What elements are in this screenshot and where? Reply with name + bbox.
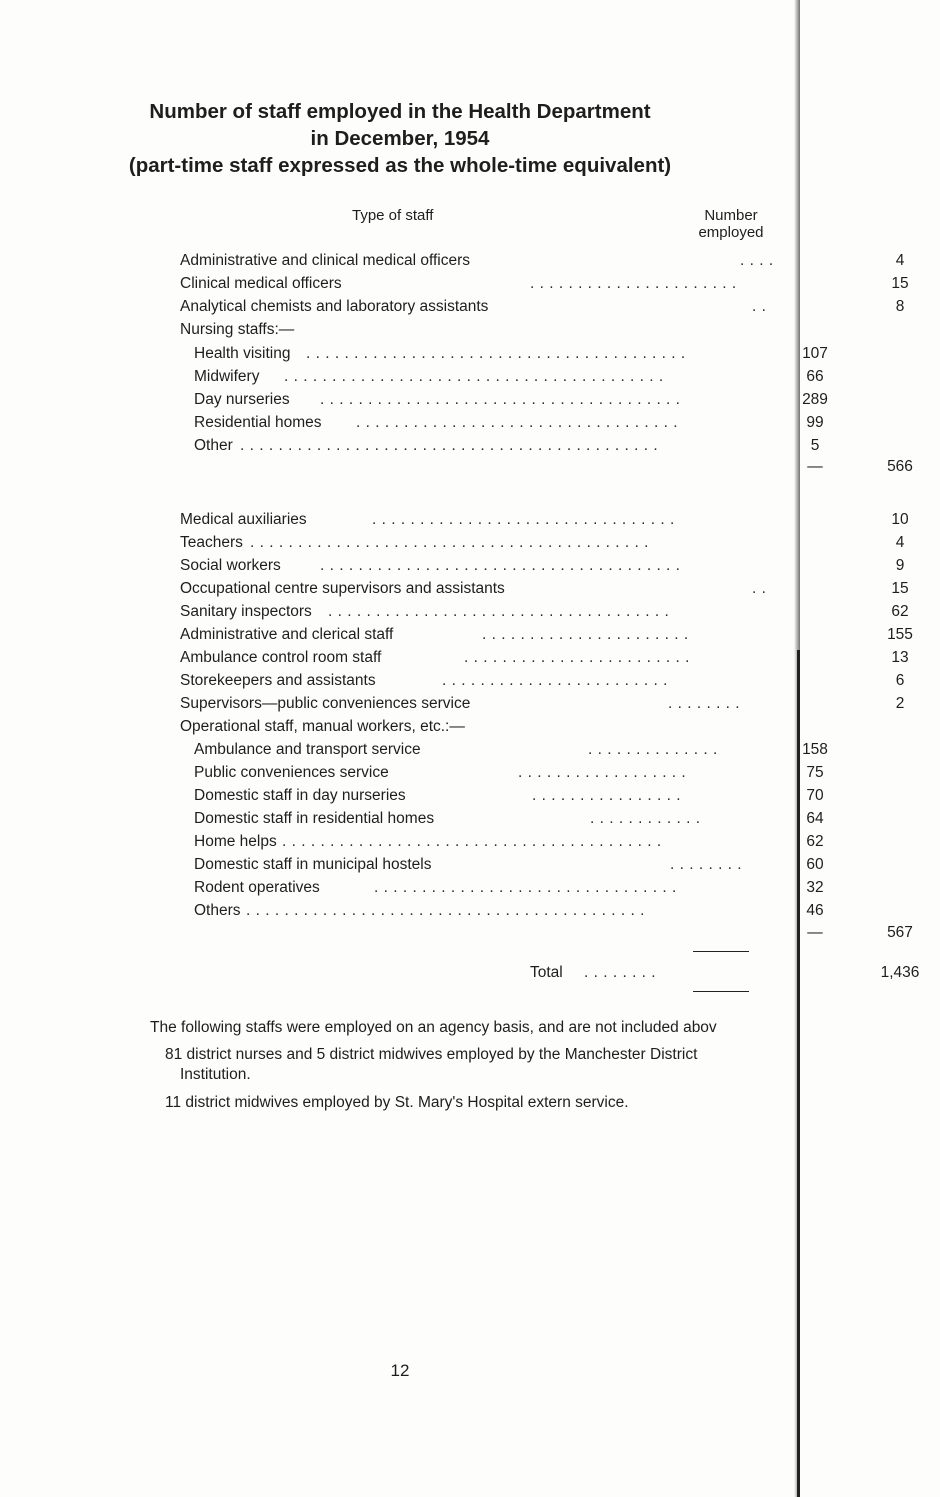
row-label: Rodent operatives — [194, 879, 320, 896]
title-line-2: in December, 1954 — [310, 127, 490, 150]
row-label: Residential homes — [194, 414, 322, 431]
row-total: 9 — [895, 557, 905, 574]
row-dash: — — [807, 458, 823, 475]
row-subtotal: 64 — [806, 810, 824, 827]
dot-leader: . . . . . . . . . . . . . . . . . . . . . . . . — [442, 672, 668, 689]
dot-leader: . . — [752, 580, 767, 597]
table-row — [180, 808, 824, 830]
row-label: Domestic staff in day nurseries — [194, 787, 406, 804]
table-row — [180, 555, 905, 577]
dot-leader: . . . . . . . . . . . . . . . . . . . . . . . . . . . . . . . . — [372, 511, 675, 528]
dot-leader: . . . . . . . . . . . . . . . . . . . . . . . . . . . . . . . . . . . . . . . . — [306, 345, 686, 362]
title-line-1: Number of staff employed in the Health Department — [149, 100, 651, 123]
table-row — [180, 578, 909, 600]
row-subtotal: 46 — [806, 902, 824, 919]
page-title — [0, 98, 800, 179]
dot-leader: . . . . . . . . . . . . . . . . . . . . . . . . . . . . . . . . . . . . . . — [320, 391, 681, 408]
dot-leader: . . . . . . . . . . . . . . . . . . . . . . . . . . . . . . . . . . . . . . . . — [282, 833, 662, 850]
row-total: 4 — [895, 534, 905, 551]
row-label: Analytical chemists and laboratory assistants — [180, 298, 489, 315]
table-row — [180, 831, 824, 853]
row-label: Ambulance and transport service — [194, 741, 421, 758]
row-subtotal: 70 — [806, 787, 824, 804]
row-total: 566 — [887, 458, 913, 475]
row-total: 13 — [891, 649, 909, 666]
row-label: Sanitary inspectors — [180, 603, 312, 620]
dot-leader: . . . . . . . . . . . . — [590, 810, 701, 827]
table-row — [180, 366, 824, 388]
dot-leader: . . . . . . . . . . . . . . . . . . . . . . . . . . . . . . . . . . . . — [328, 603, 670, 620]
grand-total: 1,436 — [880, 964, 920, 981]
title-line-3: (part-time staff expressed as the whole-time equivalent) — [128, 154, 672, 177]
row-subtotal: 99 — [806, 414, 824, 431]
row-label: Day nurseries — [194, 391, 290, 408]
table-row — [180, 343, 828, 365]
row-label: Public conveniences service — [194, 764, 389, 781]
row-label: Ambulance control room staff — [180, 649, 382, 666]
page-number: 12 — [390, 1361, 410, 1380]
dot-leader: . . . . . . . . . . . . . . . . . . . . . . — [530, 275, 737, 292]
table-row — [180, 532, 905, 554]
table-row — [180, 296, 905, 318]
table-row — [180, 456, 913, 478]
dot-leader: . . . . . . . . . . . . . . . . . . . . . . . . . . . . . . . . — [374, 879, 677, 896]
dot-leader: . . . . . . . . . . . . . . . . . . . . . . . . . . . . . . . . . . . . . . . . . . . . — [240, 437, 659, 454]
table-row — [180, 900, 824, 922]
dot-leader: . . . . . . . . . . . . . . . . . . . . . . . . . . . . . . . . . . — [356, 414, 679, 431]
dot-leader: . . . . . . . . . . . . . . . . . . . . . . — [482, 626, 689, 643]
row-label: Operational staff, manual workers, etc.:— — [180, 718, 465, 735]
row-label: Domestic staff in municipal hostels — [194, 856, 432, 873]
row-total: 15 — [891, 275, 909, 292]
table-row — [180, 670, 905, 692]
table-row — [180, 412, 824, 434]
row-total: 155 — [887, 626, 913, 643]
row-label: Administrative and clinical medical officers — [180, 252, 471, 269]
dot-leader: . . — [752, 298, 767, 315]
row-label: Supervisors—public conveniences service — [180, 695, 471, 712]
table-row — [180, 250, 905, 272]
dot-leader: . . . . . . . . — [668, 695, 741, 712]
dot-leader: . . . . . . . . — [670, 856, 743, 873]
table-row — [180, 601, 909, 623]
row-label: Storekeepers and assistants — [180, 672, 376, 689]
row-label: Other — [194, 437, 233, 454]
dot-leader: . . . . . . . . . . . . . . . . . . . . . . . . . . . . . . . . . . . . . . — [320, 557, 681, 574]
row-total: 2 — [895, 695, 905, 712]
row-label: Nursing staffs:— — [180, 321, 295, 338]
total-rule-top — [693, 951, 749, 952]
row-subtotal: 66 — [806, 368, 824, 385]
row-subtotal: 5 — [810, 437, 820, 454]
table-row — [180, 854, 824, 876]
table-row — [180, 435, 820, 457]
row-total: 567 — [887, 924, 913, 941]
table-row — [180, 762, 824, 784]
total-rule-bottom — [693, 991, 749, 992]
column-header-number-line2: employed — [698, 224, 764, 241]
row-subtotal: 289 — [802, 391, 828, 408]
dot-leader: . . . . . . . . . . . . . . . . . . — [518, 764, 687, 781]
row-label: Health visiting — [194, 345, 291, 362]
dot-leader: . . . . . . . . . . . . . . — [588, 741, 718, 758]
table-row — [180, 647, 909, 669]
row-total: 4 — [895, 252, 905, 269]
row-subtotal: 32 — [806, 879, 824, 896]
dot-leader: . . . . . . . . . . . . . . . . . . . . . . . . — [464, 649, 690, 666]
table-row — [180, 877, 824, 899]
table-row — [180, 716, 792, 738]
table-row — [180, 319, 792, 341]
row-label: Occupational centre supervisors and assistants — [180, 580, 505, 597]
row-total: 15 — [891, 580, 909, 597]
dot-leader: . . . . . . . . . . . . . . . . . . . . . . . . . . . . . . . . . . . . . . . . — [284, 368, 664, 385]
note-institution: Institution. — [180, 1066, 251, 1083]
row-label: Clinical medical officers — [180, 275, 342, 292]
row-label: Administrative and clerical staff — [180, 626, 394, 643]
table-row — [180, 389, 828, 411]
row-label: Home helps — [194, 833, 277, 850]
row-subtotal: 62 — [806, 833, 824, 850]
table-row — [180, 273, 909, 295]
column-header-number — [691, 206, 771, 243]
row-total: 6 — [895, 672, 905, 689]
row-label: Domestic staff in residential homes — [194, 810, 435, 827]
row-subtotal: 60 — [806, 856, 824, 873]
row-subtotal: 158 — [802, 741, 828, 758]
note-agency: The following staffs were employed on an agency basis, and are not included abov — [150, 1019, 717, 1036]
column-header-type: Type of staff — [352, 207, 434, 224]
row-total: 10 — [891, 511, 909, 528]
table-row — [180, 739, 828, 761]
table-row — [180, 624, 913, 646]
dot-leader: . . . . — [740, 252, 774, 269]
row-dash: — — [807, 924, 823, 941]
table-row — [180, 785, 824, 807]
row-subtotal: 107 — [802, 345, 828, 362]
dot-leader: . . . . . . . . . . . . . . . . . . . . . . . . . . . . . . . . . . . . . . . . . . — [250, 534, 649, 551]
row-total: 8 — [895, 298, 905, 315]
column-header-number-line1: Number — [704, 207, 758, 224]
row-label: Social workers — [180, 557, 281, 574]
note-district-midwives: 11 district midwives employed by St. Mary's Hospital extern service. — [165, 1094, 629, 1111]
row-label: Teachers — [180, 534, 243, 551]
row-label: Others — [194, 902, 241, 919]
dot-leader: . . . . . . . . . . . . . . . . — [532, 787, 681, 804]
row-label: Medical auxiliaries — [180, 511, 307, 528]
table-row — [180, 509, 909, 531]
dot-leader: . . . . . . . . . . . . . . . . . . . . . . . . . . . . . . . . . . . . . . . . . . — [246, 902, 645, 919]
table-row — [180, 922, 913, 944]
total-label: Total — [530, 964, 563, 981]
row-total: 62 — [891, 603, 909, 620]
row-label: Midwifery — [194, 368, 260, 385]
note-district-nurses: 81 district nurses and 5 district midwives employed by the Manchester District — [165, 1046, 698, 1063]
total-row — [180, 962, 920, 984]
dot-leader: . . . . . . . . — [584, 964, 657, 981]
table-row — [180, 693, 905, 715]
row-subtotal: 75 — [806, 764, 824, 781]
